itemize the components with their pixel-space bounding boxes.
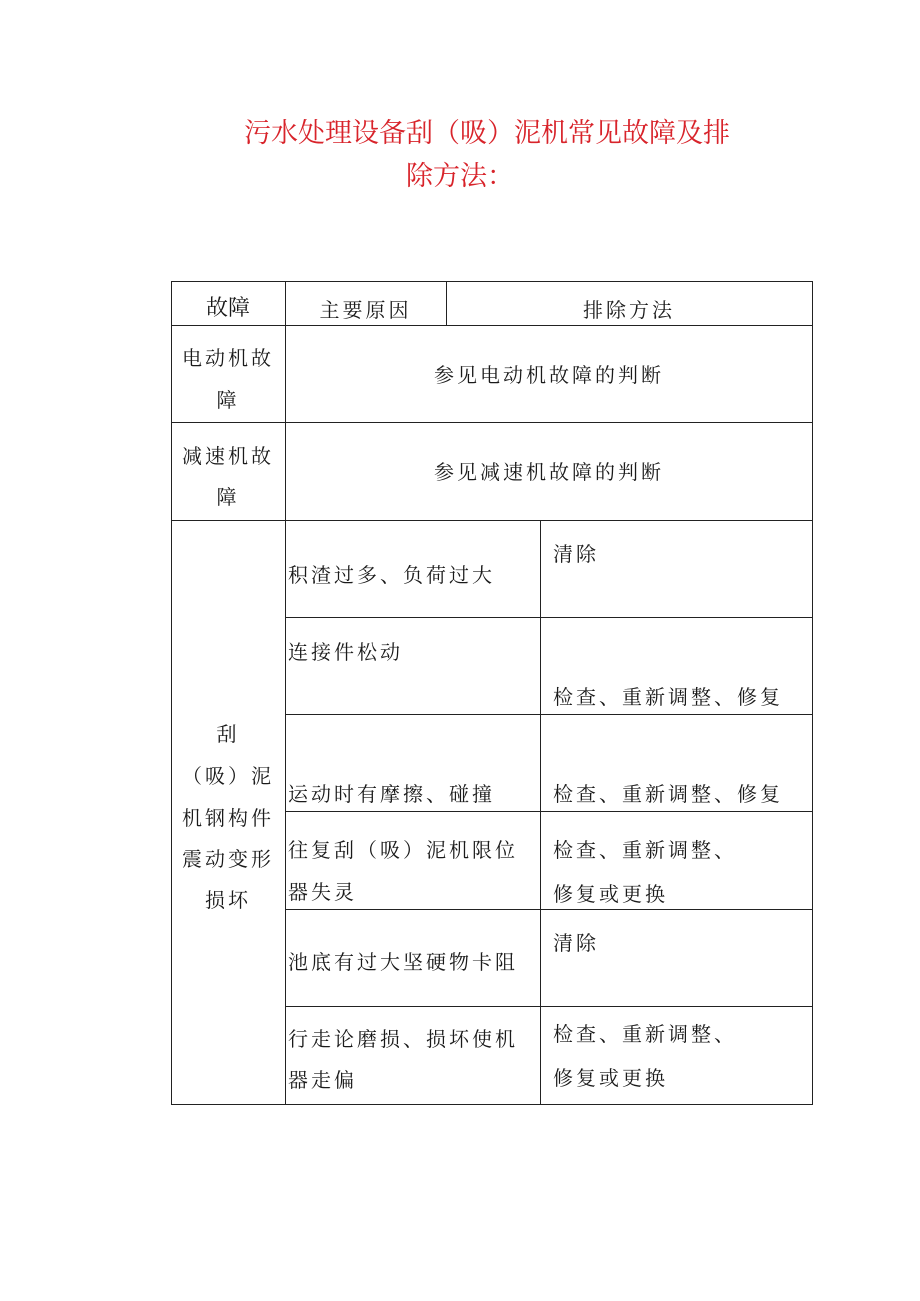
group-item6-remedy-line2: 修复或更换 [553,1066,668,1090]
group-item5-cause: 池底有过大坚硬物卡阻 [288,950,518,974]
header-remedy: 排除方法 [583,298,675,322]
table-line-g5 [285,1006,813,1007]
row1-fault-line2: 障 [216,388,240,412]
group-fault-line5: 损坏 [205,888,251,912]
group-item5-remedy: 清除 [553,931,599,955]
document-title-line-2: 除方法： [406,161,514,192]
row2-fault-line1: 减速机故 [182,444,274,468]
table-line-g1 [285,617,813,618]
group-item4-cause-line1: 往复刮（吸）泥机限位 [288,838,518,862]
group-fault-line3: 机钢构件 [182,806,274,830]
row1-merged: 参见电动机故障的判断 [434,363,664,387]
group-fault-line2: （吸）泥 [182,764,274,788]
header-fault: 故障 [205,296,250,321]
group-item1-cause: 积渣过多、负荷过大 [288,563,495,587]
table-border-bottom [171,1104,813,1105]
table-line-row2 [171,520,813,521]
table-line-row1 [171,422,813,423]
table-divider-col1 [285,281,286,1105]
row2-merged: 参见减速机故障的判断 [434,460,664,484]
table-line-g4 [285,909,813,910]
table-border-right [812,281,813,1105]
group-fault-line4: 震动变形 [182,847,274,871]
group-item6-cause-line1: 行走论磨损、损坏使机 [288,1027,518,1051]
group-item4-remedy-line2: 修复或更换 [553,882,668,906]
group-item6-remedy-line1: 检查、重新调整、 [553,1022,737,1046]
group-item3-cause: 运动时有摩擦、碰撞 [288,782,495,806]
group-item2-cause: 连接件松动 [288,640,403,664]
group-item6-cause-line2: 器走偏 [288,1068,357,1092]
group-item2-remedy: 检查、重新调整、修复 [553,685,783,709]
header-cause: 主要原因 [319,298,412,322]
row1-fault-line1: 电动机故 [182,346,274,370]
row2-fault-line2: 障 [216,485,240,509]
document-title-line-1: 污水处理设备刮（吸）泥机常见故障及排 [244,118,730,149]
table-border-top [171,281,813,282]
group-item4-cause-line2: 器失灵 [288,880,357,904]
group-item4-remedy-line1: 检查、重新调整、 [553,838,737,862]
group-item1-remedy: 清除 [553,542,599,566]
table-divider-col2 [540,520,541,1105]
group-fault-line1: 刮 [216,722,240,746]
group-item3-remedy: 检查、重新调整、修复 [553,782,783,806]
